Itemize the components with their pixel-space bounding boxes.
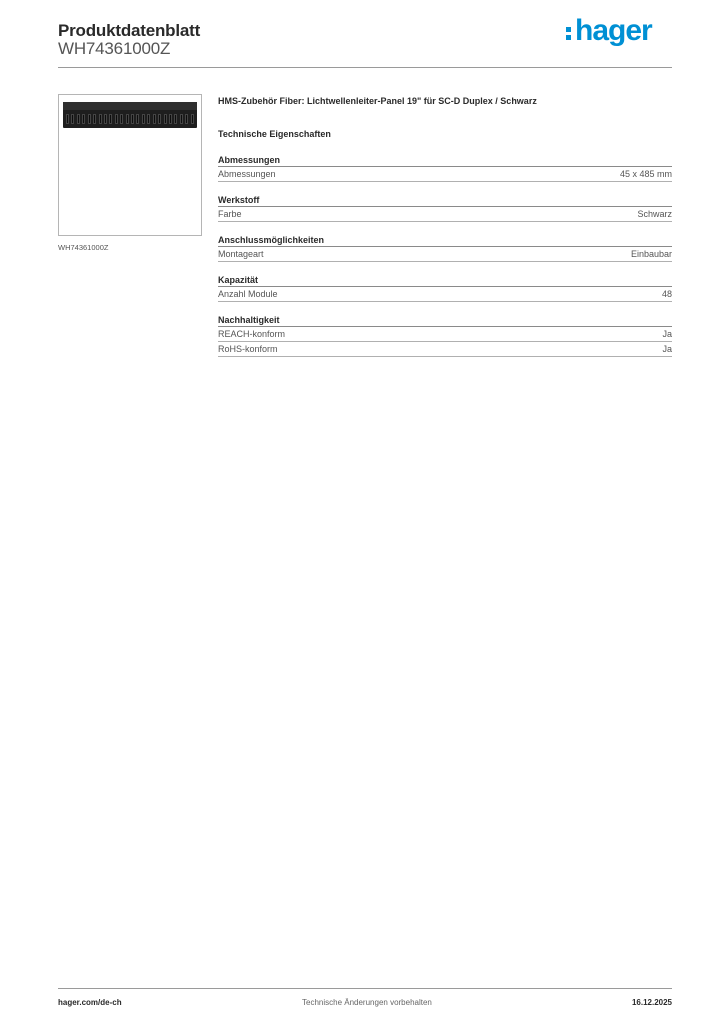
- spec-group: [218, 234, 672, 262]
- spec-label: Abmessungen: [218, 169, 276, 179]
- port-slot: [131, 114, 134, 124]
- image-caption: WH74361000Z: [58, 243, 109, 252]
- port-slot: [120, 114, 123, 124]
- spec-value: 45 x 485 mm: [619, 169, 672, 179]
- spec-row: [218, 287, 672, 302]
- footer-date: 16.12.2025: [631, 998, 672, 1007]
- port-slot: [169, 114, 172, 124]
- port-slot: [142, 114, 145, 124]
- product-image-frame: [58, 94, 202, 236]
- footer-website[interactable]: hager.com/de-ch: [58, 998, 122, 1007]
- spec-group-title: Abmessungen: [218, 155, 281, 165]
- spec-value: Ja: [662, 329, 672, 339]
- spec-row: [218, 247, 672, 262]
- spec-value: 48: [661, 289, 672, 299]
- spec-label: REACH-konform: [218, 329, 286, 339]
- port-slot: [104, 114, 107, 124]
- footer-disclaimer: Technische Änderungen vorbehalten: [302, 998, 432, 1007]
- spec-row: [218, 207, 672, 222]
- spec-row: [218, 342, 672, 357]
- spec-label: Anzahl Module: [218, 289, 278, 299]
- port-slot: [185, 114, 188, 124]
- port-slot: [93, 114, 96, 124]
- product-title: HMS-Zubehör Fiber: Lichtwellenleiter-Panel 19" für SC-D Duplex / Schwarz: [218, 96, 537, 106]
- logo-dots-icon: [566, 22, 574, 42]
- spec-label: RoHS-konform: [218, 344, 278, 354]
- port-slot: [99, 114, 102, 124]
- port-slot: [164, 114, 167, 124]
- spec-group-title: Anschlussmöglichkeiten: [218, 235, 325, 245]
- spec-group-title: Werkstoff: [218, 195, 260, 205]
- port-slot: [115, 114, 118, 124]
- spec-value: Einbaubar: [630, 249, 672, 259]
- port-slot: [71, 114, 74, 124]
- spec-label: Montageart: [218, 249, 264, 259]
- port-slot: [82, 114, 85, 124]
- port-slot: [126, 114, 129, 124]
- spec-group-title: Kapazität: [218, 275, 259, 285]
- spec-row: [218, 327, 672, 342]
- port-slot: [77, 114, 80, 124]
- logo-text: hager: [575, 14, 652, 47]
- specifications: [218, 96, 672, 357]
- product-code: WH74361000Z: [58, 39, 171, 58]
- spec-value: Ja: [662, 344, 672, 354]
- port-slot: [136, 114, 139, 124]
- hager-logo: [566, 13, 652, 49]
- port-slot: [153, 114, 156, 124]
- spec-row: [218, 167, 672, 182]
- spec-group-title: Nachhaltigkeit: [218, 315, 280, 325]
- port-slot: [66, 114, 69, 124]
- port-slot: [180, 114, 183, 124]
- port-slot: [158, 114, 161, 124]
- document-title: Produktdatenblatt: [58, 21, 201, 40]
- spec-group: [218, 194, 672, 222]
- port-slot: [88, 114, 91, 124]
- spec-value: Schwarz: [637, 209, 672, 219]
- port-slot: [191, 114, 194, 124]
- spec-group: [218, 154, 672, 182]
- spec-group: [218, 274, 672, 302]
- section-title: Technische Eigenschaften: [218, 129, 331, 139]
- port-slot: [174, 114, 177, 124]
- port-slot: [109, 114, 112, 124]
- fiber-panel-image: [63, 102, 197, 128]
- spec-groups: [218, 154, 672, 357]
- header-divider: [58, 67, 672, 68]
- port-slot: [147, 114, 150, 124]
- spec-label: Farbe: [218, 209, 242, 219]
- footer-divider: [58, 988, 672, 989]
- spec-group: [218, 314, 672, 357]
